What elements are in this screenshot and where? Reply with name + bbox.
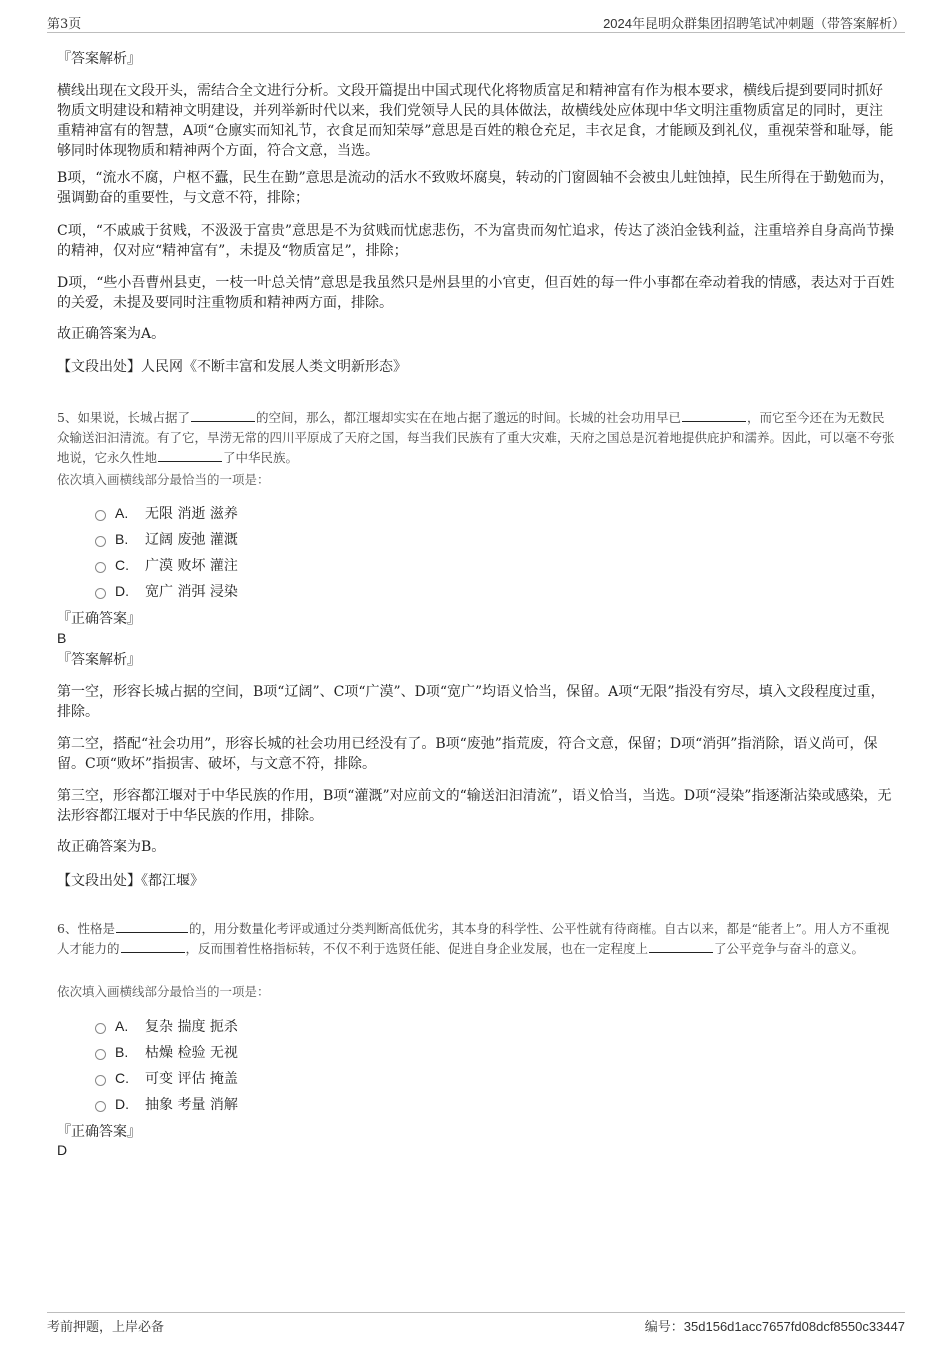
q6-text-4: 了公平竞争与奋斗的意义。	[714, 940, 865, 956]
q6-option-b[interactable]: B. 枯燥 检验 无视	[95, 1039, 238, 1065]
q6-blank-2	[121, 940, 185, 953]
q5-blank-3	[158, 449, 222, 462]
q5-option-a[interactable]: A. 无限 消逝 滋养	[95, 500, 238, 526]
radio-icon[interactable]	[95, 588, 106, 599]
q5-prompt: 依次填入画横线部分最恰当的一项是：	[57, 472, 270, 487]
footer-code-line	[645, 1316, 905, 1335]
q5-conclusion: 故正确答案为B。	[57, 839, 166, 855]
q5-analysis-p2: 第二空，搭配“社会功用”，形容长城的社会功用已经没有了。B项“废弛”指荒废，符合文意，保留；D项“消弭”指消除，语义尚可，保留。C项“败坏”指损害、破坏，与文意不符，排除。	[57, 736, 878, 772]
q6-correct-answer: D	[57, 1142, 68, 1158]
radio-icon[interactable]	[95, 510, 106, 521]
q6-option-a[interactable]: A. 复杂 揣度 扼杀	[95, 1013, 238, 1039]
q6-question	[57, 906, 895, 971]
q6-text-2: 的，用分数量化考评或通过分类判断高低优劣，其本身的科学性、公平性就有待商榷。自古以来，都是“能者上”。用人方不重视人才能力的	[57, 920, 890, 956]
footer-code-label: 编号：	[644, 1320, 684, 1335]
page-header	[47, 10, 905, 33]
q5-text-3: ，而它至今还在为无数民众输送汩汩清流。有了它，旱涝无常的四川平原成了天府之国，每当我们民族有了重大灾难，天府之国总是沉着地提供庇护和濡养。因此，可以毫不夸张地说，它永久性地	[57, 409, 895, 465]
q5-correct-label: 『正确答案』	[57, 611, 141, 627]
q5-blank-2	[682, 409, 746, 422]
q5-text-1: 5、如果说，长城占据了	[57, 409, 190, 425]
q6-option-c[interactable]: C. 可变 评估 掩盖	[95, 1065, 238, 1091]
q5-analysis-p1: 第一空，形容长城占据的空间，B项“辽阔”、C项“广漠”、D项“宽广”均语义恰当，保留。A项“无限”指没有穷尽，填入文段程度过重，排除。	[57, 684, 885, 720]
q5-options	[95, 500, 238, 604]
footer-code: 35d156d1acc7657fd08dcf8550c33447	[683, 1319, 905, 1334]
radio-icon[interactable]	[95, 1049, 106, 1060]
q5-text-2: 的空间，那么，都江堰却实实在在地占据了邈远的时间。长城的社会功用早已	[255, 409, 681, 425]
radio-icon[interactable]	[95, 1023, 106, 1034]
document-title: 2024年昆明众群集团招聘笔试冲刺题（带答案解析）	[603, 16, 905, 31]
q5-correct-answer: B	[57, 630, 67, 646]
page-number: 第3页	[47, 17, 82, 32]
q6-blank-1	[116, 920, 188, 933]
q4-source: 【文段出处】人民网《不断丰富和发展人类文明新形态》	[57, 359, 407, 375]
q5-question	[57, 395, 895, 480]
q5-text-4: 了中华民族。	[223, 449, 299, 465]
radio-icon[interactable]	[95, 1075, 106, 1086]
radio-icon[interactable]	[95, 536, 106, 547]
q5-analysis-label: 『答案解析』	[57, 652, 141, 668]
radio-icon[interactable]	[95, 562, 106, 573]
q4-conclusion: 故正确答案为A。	[57, 326, 166, 342]
q4-analysis-p2: B项，“流水不腐，户枢不蠹，民生在勤”意思是流动的活水不致败坏腐臭，转动的门窗圆轴不会被虫儿蛀蚀掉，民生所得在于勤勉而为，强调勤奋的重要性，与文意不符，排除；	[57, 170, 894, 206]
page-footer	[47, 1312, 905, 1337]
q6-options	[95, 1013, 238, 1117]
radio-icon[interactable]	[95, 1101, 106, 1112]
q6-text-3: ，反而围着性格指标转，不仅不利于选贤任能、促进自身企业发展，也在一定程度上	[185, 940, 649, 956]
q5-option-c[interactable]: C. 广漠 败坏 灌注	[95, 552, 238, 578]
q4-analysis-p3: C项，“不戚戚于贫贱，不汲汲于富贵”意思是不为贫贱而忧虑悲伤，不为富贵而匆忙追求，传达了淡泊金钱利益，注重培养自身高尚节操的精神，仅对应“精神富有”，未提及“物质富足”，排除；	[57, 223, 895, 259]
q4-analysis-p1: 横线出现在文段开头，需结合全文进行分析。文段开篇提出中国式现代化将物质富足和精神富有作为根本要求，横线后提到要同时抓好物质文明建设和精神文明建设，并列举新时代以来，我们党领导人民的具体做法，故横线处应体现中华文明注重物质富足的同时，更注重精神富有的智慧，A项“仓廪实而知礼节，衣食足而知荣辱”意思是百姓的粮仓充足，丰衣足食，才能顾及到礼仪，重视荣誉和耻辱，能够同时体现物质和精神两个方面，符合文意，当选。	[57, 83, 894, 159]
q5-option-d[interactable]: D. 宽广 消弭 浸染	[95, 578, 238, 604]
q5-source: 【文段出处】《都江堰》	[57, 873, 204, 889]
footer-slogan: 考前押题，上岸必备	[47, 1320, 165, 1335]
q6-option-d[interactable]: D. 抽象 考量 消解	[95, 1091, 238, 1117]
q5-blank-1	[191, 409, 255, 422]
q6-text-1: 6、性格是	[57, 920, 115, 936]
q6-correct-label: 『正确答案』	[57, 1124, 141, 1140]
q4-analysis-label: 『答案解析』	[57, 51, 141, 67]
q5-option-b[interactable]: B. 辽阔 废弛 灌溉	[95, 526, 238, 552]
q5-analysis-p3: 第三空，形容都江堰对于中华民族的作用，B项“灌溉”对应前文的“输送汩汩清流”，语义恰当，当选。D项“浸染”指逐渐沾染或感染，无法形容都江堰对于中华民族的作用，排除。	[57, 788, 892, 824]
q4-analysis-p4: D项，“些小吾曹州县吏，一枝一叶总关情”意思是我虽然只是州县里的小官吏，但百姓的每一件小事都在牵动着我的情感，表达对于百姓的关爱，未提及要同时注重物质和精神两方面，排除。	[57, 275, 895, 311]
q6-prompt: 依次填入画横线部分最恰当的一项是：	[57, 984, 270, 999]
q6-blank-3	[649, 940, 713, 953]
